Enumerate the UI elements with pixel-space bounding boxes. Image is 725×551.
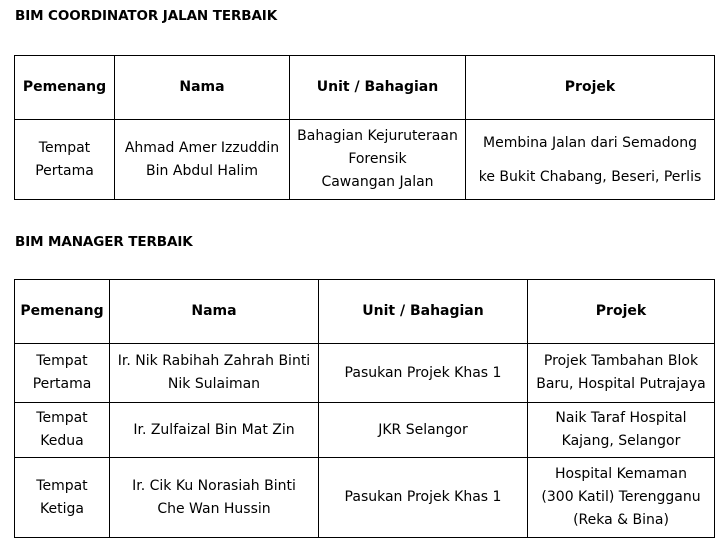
cell-text: Kedua <box>40 433 84 449</box>
cell-unit <box>290 120 466 200</box>
cell-text: Hospital Kemaman <box>555 466 687 482</box>
cell-text: Projek Tambahan Blok <box>543 353 699 369</box>
header-projek: Projek <box>466 56 715 120</box>
cell-text: ke Bukit Chabang, Beseri, Perlis <box>478 168 702 185</box>
cell-text: (300 Katil) Terengganu <box>541 489 701 505</box>
header-pemenang: Pemenang <box>15 280 110 344</box>
table-row <box>15 120 715 200</box>
cell-text: Cawangan Jalan <box>321 174 434 190</box>
cell-text: Pasukan Projek Khas 1 <box>344 489 502 505</box>
cell-nama <box>110 458 319 538</box>
cell-unit <box>319 403 528 458</box>
header-unit: Unit / Bahagian <box>319 280 528 344</box>
cell-text: Ir. Nik Rabihah Zahrah Binti <box>117 353 311 369</box>
cell-text: Bahagian Kejuruteraan <box>297 128 458 144</box>
cell-projek <box>528 344 715 403</box>
coordinator-section-title: BIM COORDINATOR JALAN TERBAIK <box>15 8 278 24</box>
cell-pemenang <box>15 403 110 458</box>
cell-pemenang <box>15 344 110 403</box>
cell-text: Ir. Zulfaizal Bin Mat Zin <box>133 421 295 438</box>
cell-nama <box>115 120 290 200</box>
table-row <box>15 403 715 458</box>
cell-nama <box>110 403 319 458</box>
header-projek: Projek <box>528 280 715 344</box>
header-unit: Unit / Bahagian <box>290 56 466 120</box>
cell-text: Kajang, Selangor <box>561 433 681 449</box>
cell-projek <box>528 403 715 458</box>
manager-award-table <box>14 279 715 538</box>
cell-text: (Reka & Bina) <box>573 512 669 528</box>
cell-text: Ahmad Amer Izzuddin <box>124 139 280 156</box>
cell-nama <box>110 344 319 403</box>
cell-pemenang <box>15 120 115 200</box>
header-pemenang: Pemenang <box>15 56 115 120</box>
cell-unit <box>319 458 528 538</box>
header-nama: Nama <box>110 280 319 344</box>
cell-pemenang <box>15 458 110 538</box>
cell-text: JKR Selangor <box>378 421 468 438</box>
cell-text: Ketiga <box>40 500 84 517</box>
cell-text: Tempat <box>36 410 88 426</box>
cell-text: Nik Sulaiman <box>167 376 261 392</box>
cell-text: Che Wan Hussin <box>157 500 271 517</box>
manager-section-title: BIM MANAGER TERBAIK <box>15 234 193 250</box>
cell-text: Pertama <box>35 162 94 179</box>
table-row <box>15 344 715 403</box>
cell-text: Pertama <box>32 376 92 392</box>
cell-text: Pasukan Projek Khas 1 <box>344 364 502 381</box>
cell-text: Naik Taraf Hospital <box>555 410 687 426</box>
table-header-row <box>15 280 715 344</box>
cell-text: Tempat <box>38 139 91 156</box>
cell-text: Ir. Cik Ku Norasiah Binti <box>132 477 296 494</box>
cell-unit <box>319 344 528 403</box>
coordinator-award-table <box>14 55 715 200</box>
header-nama: Nama <box>115 56 290 120</box>
table-header-row <box>15 56 715 120</box>
cell-text: Tempat <box>36 477 88 494</box>
cell-text: Baru, Hospital Putrajaya <box>536 376 706 392</box>
cell-projek <box>466 120 715 200</box>
cell-text: Membina Jalan dari Semadong <box>483 134 697 151</box>
cell-text: Forensik <box>348 151 407 167</box>
cell-text: Tempat <box>36 353 88 369</box>
table-row <box>15 458 715 538</box>
cell-projek <box>528 458 715 538</box>
cell-text: Bin Abdul Halim <box>146 162 258 179</box>
